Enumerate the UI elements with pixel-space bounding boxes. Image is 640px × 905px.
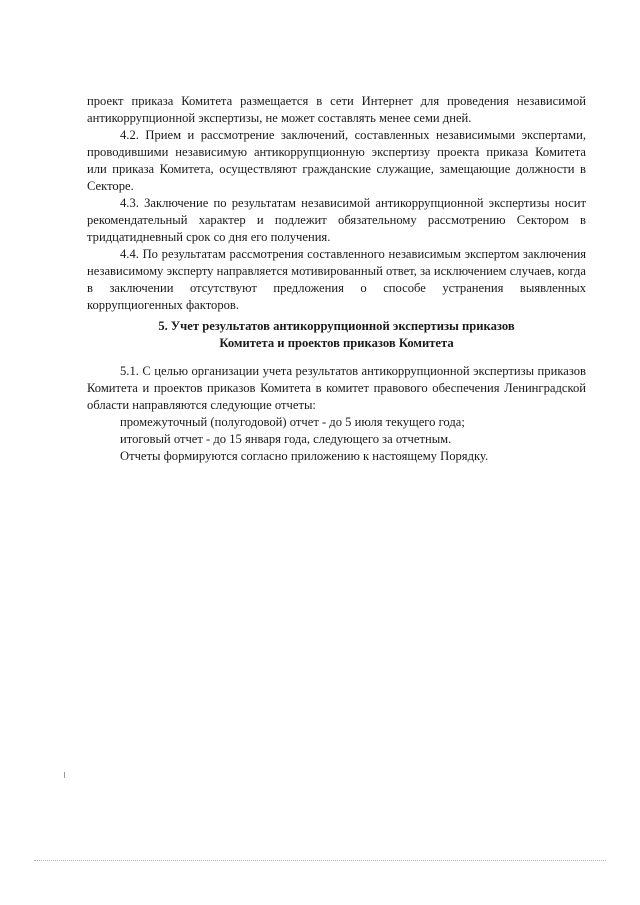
paragraph-4-1-continuation: проект приказа Комитета размещается в сети Интернет для проведения независимой антикоррупционной экспертизы, не может составлять менее семи дней.	[87, 94, 586, 125]
paragraph-4-3: 4.3. Заключение по результатам независимой антикоррупционной экспертизы носит рекомендательный характер и подлежит обязательному рассмотрению Сектором в тридцатидневный срок со дня его получения.	[87, 196, 586, 244]
paragraph-reports-formed: Отчеты формируются согласно приложению к настоящему Порядку.	[120, 449, 489, 463]
paragraph-4-4: 4.4. По результатам рассмотрения составленного независимым экспертом заключения независимому эксперту направляется мотивированный ответ, за исключением случаев, когда в заключении отсутствуют предложения о способе устранения выявленных коррупциогенных факторов.	[87, 247, 586, 312]
paragraph-5-1: 5.1. С целью организации учета результатов антикоррупционной экспертизы приказов Комитета и проектов приказов Комитета в комитет правового обеспечения Ленинградской области направляются следующие отчеты:	[87, 364, 586, 412]
section-4-text	[87, 93, 586, 314]
section-5-heading-line-1: 5. Учет результатов антикоррупционной экспертизы приказов	[158, 319, 515, 333]
scan-speck	[64, 772, 65, 778]
report-item-final: итоговый отчет - до 15 января года, следующего за отчетным.	[120, 432, 452, 446]
section-5-text	[87, 363, 586, 465]
paragraph-4-2: 4.2. Прием и рассмотрение заключений, составленных независимыми экспертами, проводившими независимую антикоррупционную экспертизу проекта приказа Комитета или приказа Комитета, осуществляют гражданские служащие, замещающие должности в Секторе.	[87, 128, 586, 193]
section-5-heading	[87, 318, 586, 352]
report-item-interim: промежуточный (полугодовой) отчет - до 5 июля текущего года;	[120, 415, 465, 429]
scan-bottom-edge	[34, 860, 606, 861]
section-5-heading-line-2: Комитета и проектов приказов Комитета	[219, 336, 454, 350]
